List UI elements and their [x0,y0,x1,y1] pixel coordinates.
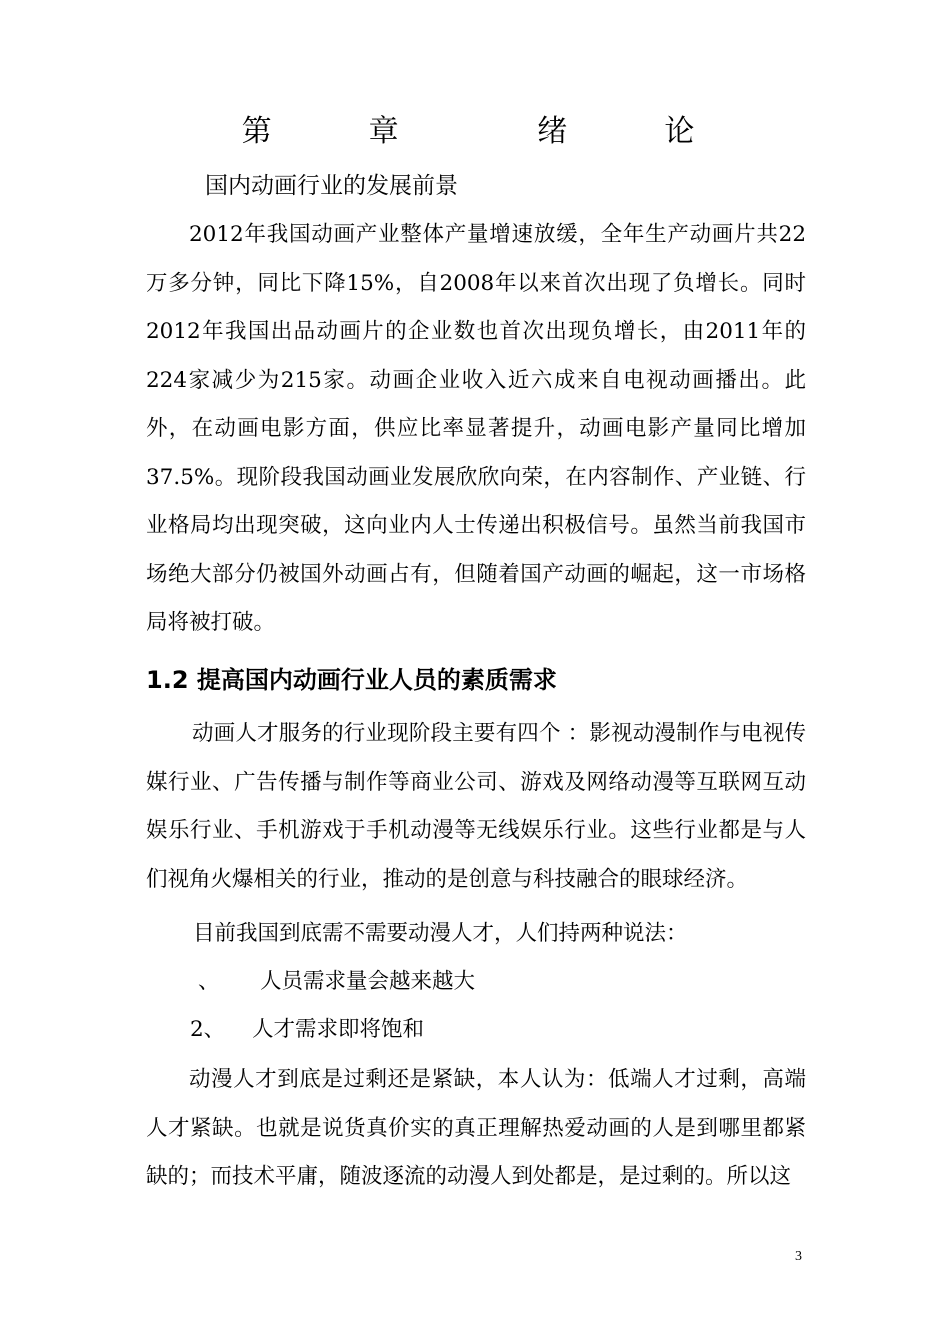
paragraph-talent-surplus-shortage: 动漫人才到底是过剩还是紧缺，本人认为：低端人才过剩，高端人才紧缺。也就是说货真价实的真正理解热爱动画的人是到哪里都紧缺的；而技术平庸，随波逐流的动漫人到处都是，是过剩的。所以这 [146,1067,806,1189]
paragraph-two-views-intro: 目前我国到底需不需要动漫人才，人们持两种说法： [193,921,688,946]
page-number: 3 [795,1249,802,1264]
paragraph-talent-industries: 动画人才服务的行业现阶段主要有四个 ：影视动漫制作与电视传媒行业、广告传播与制作等商业公司、游戏及网络动漫等互联网互动娱乐行业、手机游戏于手机动漫等无线娱乐行业。这些行业都是与人们视角火爆相关的行业，推动的是创意与科技融合的眼球经济。 [146,721,806,892]
section-heading-quality-requirements: 1.2 提高国内动画行业人员的素质需求 [146,666,557,694]
list-item-view-1 [190,958,475,1006]
list-marker: 2、 [190,1017,226,1042]
paragraph-industry-overview: 2012年我国动画产业整体产量增速放缓，全年生产动画片共22万多分钟，同比下降15%，自2008年以来首次出现了负增长。同时2012年我国出品动画片的企业数也首次出现负增长，由2011年的224家减少为215家。动画企业收入近六成来自电视动画播出。此外，在动画电影方面，供应比率显著提升，动画电影产量同比增加37.5%。现阶段我国动画业发展欣欣向荣，在内容制作、产业链、行业格局均出现突破，这向业内人士传递出积极信号。虽然当前我国市场绝大部分仍被国外动画占有，但随着国产动画的崛起，这一市场格局将被打破。 [146,222,806,635]
section-heading-development-prospects: 国内动画行业的发展前景 [205,173,458,199]
list-item [190,958,475,1006]
list-item-text: 人员需求量会越来越大 [260,969,476,994]
list-item [190,1006,424,1054]
chapter-title: 第 章 绪 论 [241,114,709,149]
list-item-text: 人才需求即将饱和 [252,1017,425,1042]
list-item-view-2 [190,1006,424,1054]
list-marker: 、 [198,969,220,994]
